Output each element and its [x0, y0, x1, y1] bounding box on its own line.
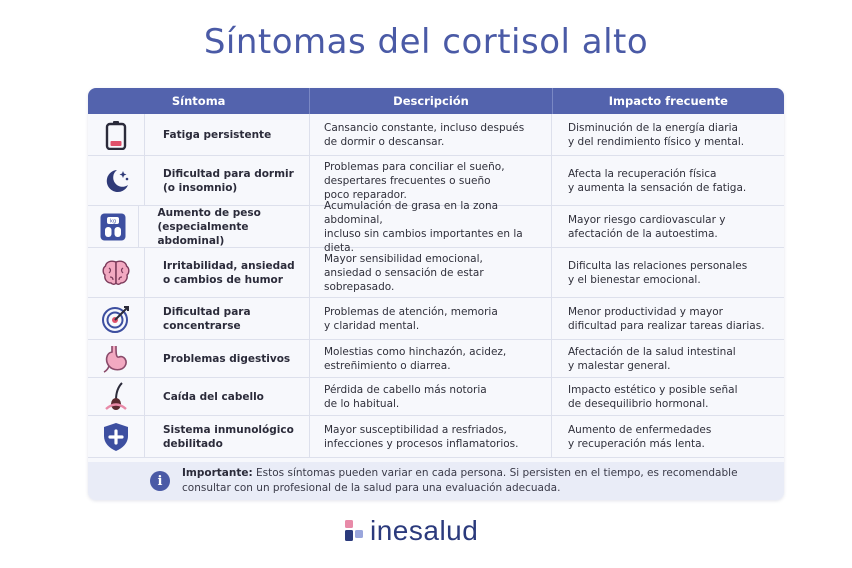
description-line: estreñimiento o diarrea. [324, 359, 451, 372]
symptom-line: Caída del cabello [163, 390, 264, 403]
note-body: Estos síntomas pueden variar en cada persona. Si persisten en el tiempo, es recomendable consultar con un profesional de la salud para una evaluación adecuada. [182, 467, 738, 494]
impact-line: y malestar general. [568, 359, 671, 372]
table-row [88, 248, 784, 298]
description-line: Acumulación de grasa en la zona abdominal, [324, 199, 499, 226]
description-line: Problemas de atención, memoria [324, 305, 498, 318]
impact-cell [552, 340, 784, 377]
symptom-line: Dificultad para [163, 305, 251, 318]
symptom-line: (o insomnio) [163, 181, 238, 194]
description-line: Mayor sensibilidad emocional, [324, 252, 483, 265]
symptom-name [145, 259, 295, 287]
description-line: ansiedad o sensación de estar [324, 266, 484, 279]
page-title: Síntomas del cortisol alto [203, 22, 649, 62]
impact-line: Dificulta las relaciones personales [568, 259, 748, 272]
description-line: Molestias como hinchazón, acidez, [324, 345, 507, 358]
symptom-name [145, 167, 294, 195]
description-line: Pérdida de cabello más notoria [324, 383, 487, 396]
impact-line: Afectación de la salud intestinal [568, 345, 736, 358]
symptom-line: (especialmente abdominal) [157, 220, 249, 247]
impact-line: y recuperación más lenta. [568, 437, 705, 450]
logo-mark-icon [344, 520, 364, 542]
impact-line: y el bienestar emocional. [568, 273, 701, 286]
hair-follicle-icon [88, 378, 145, 415]
impact-line: dificultad para realizar tareas diarias. [568, 319, 765, 332]
impact-line: Impacto estético y posible señal [568, 383, 738, 396]
info-icon: i [150, 471, 170, 491]
impact-line: Mayor riesgo cardiovascular y [568, 213, 726, 226]
symptom-name [145, 128, 271, 142]
symptom-line: o cambios de humor [163, 273, 283, 286]
symptom-cell [88, 156, 310, 205]
impact-cell [552, 298, 784, 339]
stomach-icon [88, 340, 145, 377]
impact-cell [552, 378, 784, 415]
table-row [88, 298, 784, 340]
description-cell [310, 199, 552, 254]
impact-line: Aumento de enfermedades [568, 423, 712, 436]
description-cell [310, 378, 552, 415]
symptom-line: Irritabilidad, ansiedad [163, 259, 295, 272]
impact-line: Afecta la recuperación física [568, 167, 717, 180]
description-cell [310, 340, 552, 377]
symptom-cell [88, 416, 310, 457]
target-icon [88, 298, 145, 339]
impact-line: de desequilibrio hormonal. [568, 397, 709, 410]
description-cell [310, 114, 552, 155]
impact-cell [552, 416, 784, 457]
logo-wordmark: inesalud [370, 515, 479, 546]
description-line: sobrepasado. [324, 280, 395, 293]
brain-icon [88, 248, 145, 297]
table-row [88, 416, 784, 458]
description-line: y claridad mental. [324, 319, 420, 332]
impact-line: y del rendimiento físico y mental. [568, 135, 745, 148]
symptom-cell [88, 378, 310, 415]
table-row [88, 340, 784, 378]
description-line: poco reparador. [324, 188, 407, 201]
description-cell [310, 248, 552, 297]
impact-cell [552, 206, 784, 247]
svg-text:kg: kg [110, 218, 117, 224]
impact-line: y aumenta la sensación de fatiga. [568, 181, 747, 194]
important-note [88, 462, 784, 500]
battery-low-icon [88, 114, 145, 155]
description-cell [310, 298, 552, 339]
note-label: Importante: [182, 467, 253, 479]
scale-icon [88, 206, 139, 247]
description-line: de lo habitual. [324, 397, 400, 410]
symptom-name [145, 390, 264, 404]
description-line: infecciones y procesos inflamatorios. [324, 437, 519, 450]
impact-cell [552, 156, 784, 205]
header-impacto: Impacto frecuente [608, 94, 728, 108]
symptom-name [145, 423, 294, 451]
description-cell [310, 416, 552, 457]
inesalud-logo [344, 515, 478, 547]
table-row [88, 199, 784, 254]
impact-cell [552, 248, 784, 297]
symptom-line: concentrarse [163, 319, 241, 332]
header-sintoma: Síntoma [88, 88, 310, 114]
impact-line: Disminución de la energía diaria [568, 121, 738, 134]
symptom-line: Problemas digestivos [163, 352, 291, 365]
impact-line: Menor productividad y mayor [568, 305, 723, 318]
shield-plus-icon [88, 416, 145, 457]
symptom-cell [88, 298, 310, 339]
symptom-cell [88, 340, 310, 377]
symptom-cell [88, 114, 310, 155]
description-line: Problemas para conciliar el sueño, [324, 160, 505, 173]
symptom-name [145, 305, 251, 333]
description-line: Cansancio constante, incluso después [324, 121, 525, 134]
symptom-name [145, 352, 290, 366]
symptom-line: Aumento de peso [157, 206, 261, 219]
description-line: despertares frecuentes o sueño [324, 174, 491, 187]
symptom-line: debilitado [163, 437, 223, 450]
symptom-cell [88, 248, 310, 297]
header-descripcion: Descripción [310, 88, 552, 114]
table-header [88, 88, 784, 114]
table-body [88, 114, 784, 458]
symptom-cell [88, 206, 310, 247]
impact-cell [552, 114, 784, 155]
symptom-line: Sistema inmunológico [163, 423, 294, 436]
symptom-line: Fatiga persistente [163, 128, 272, 141]
symptom-line: Dificultad para dormir [163, 167, 294, 180]
description-line: Mayor susceptibilidad a resfriados, [324, 423, 507, 436]
note-text [182, 466, 742, 496]
symptom-name [139, 206, 303, 248]
description-line: incluso sin cambios importantes en la dieta. [324, 227, 523, 254]
description-line: de dormir o descansar. [324, 135, 445, 148]
symptoms-table [88, 88, 784, 500]
impact-line: afectación de la autoestima. [568, 227, 718, 240]
table-row [88, 114, 784, 156]
moon-stars-icon [88, 156, 145, 205]
table-row [88, 378, 784, 416]
